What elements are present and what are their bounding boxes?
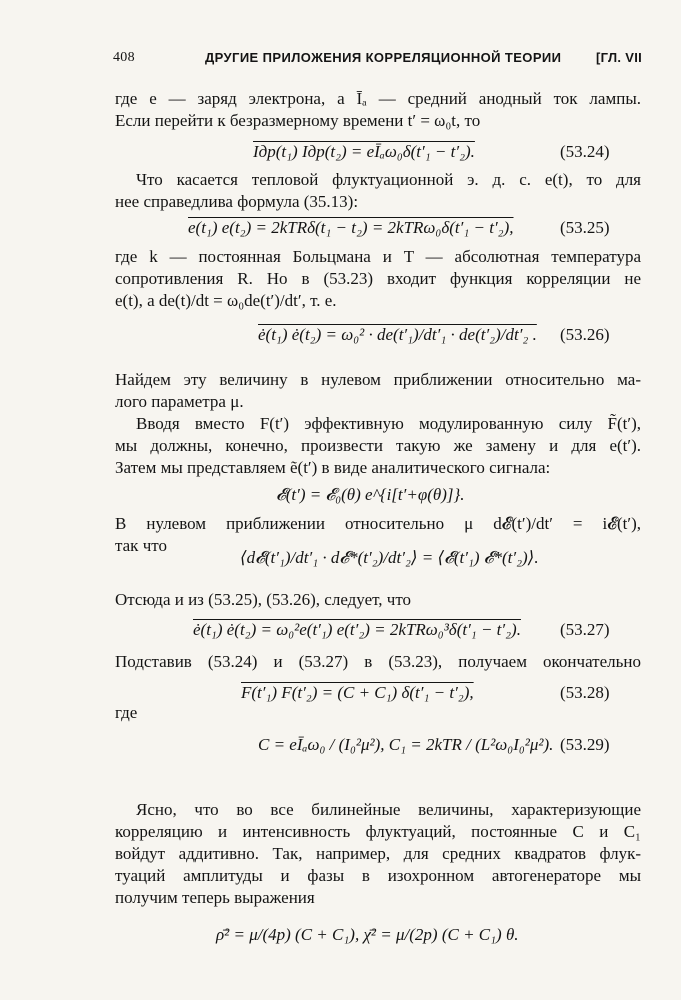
text-line: Ясно, что во все билинейные величины, характеризующие — [136, 800, 641, 819]
text-line: Вводя вместо F(t′) эффективную модулированную силу F̃(t′), — [136, 414, 641, 433]
text-line: войдут аддитивно. Так, например, для средних квадратов флук- — [115, 844, 641, 863]
equation-53-24: Iдр(t₁) Iдр(t₂) = eĪₐω₀δ(t′₁ − t′₂). — [253, 142, 475, 161]
equation-53-28: F(t′₁) F(t′₂) = (C + C₁) δ(t′₁ − t′₂), — [241, 683, 474, 702]
analytic-signal-equation: 𝓔(t′) = 𝓔₀(θ) e^{i[t′+φ(θ)]}. — [276, 485, 465, 504]
equation-number: (53.29) — [560, 735, 610, 754]
equation-number: (53.24) — [560, 142, 610, 161]
equation-53-26: ė(t₁) ė(t₂) = ω₀² · de(t′₁)/dt′₁ · de(t′₂)/dt′₂ . — [258, 325, 537, 344]
text-line: Отсюда и из (53.25), (53.26), следует, что — [115, 590, 412, 609]
equation-number: (53.28) — [560, 683, 610, 702]
equation-53-29: C = eĪₐω₀ / (I₀²μ²), C₁ = 2kTR / (L²ω₀I₀²μ²). — [258, 735, 554, 754]
equation-number: (53.25) — [560, 218, 610, 237]
text-line: Если перейти к безразмерному времени t′ = ω₀t, то — [115, 111, 481, 130]
text-line: сопротивления R. Но в (53.23) входит функция корреляции не — [115, 269, 641, 288]
equation-number: (53.26) — [560, 325, 610, 344]
text-line: e(t), а de(t)/dt = ω₀de(t′)/dt′, т. е. — [115, 291, 337, 310]
text-line: так что — [115, 536, 167, 555]
text-line: где k — постоянная Больцмана и T — абсолютная температура — [115, 247, 641, 266]
text-line: В нулевом приближении относительно μ d𝓔(t′)/dt′ = i𝓔(t′), — [115, 514, 642, 533]
text-line: туаций амплитуды и фазы в изохронном автогенераторе мы — [115, 866, 641, 885]
page-number: 408 — [113, 50, 135, 65]
equation-53-27: ė(t₁) ė(t₂) = ω₀²e(t′₁) e(t′₂) = 2kTRω₀³δ(t′₁ − t′₂). — [193, 620, 521, 639]
text-line: Подставив (53.24) и (53.27) в (53.23), получаем окончательно — [115, 652, 641, 671]
text-line: получим теперь выражения — [115, 888, 315, 907]
text-line: корреляцию и интенсивность флуктуаций, постоянные C и C₁ — [115, 822, 641, 841]
final-expressions: ρ̄² = μ/(4p) (C + C₁), χ̄² = μ/(2p) (C + C₁) θ. — [216, 925, 519, 944]
text-line: где e — заряд электрона, а Īₐ — средний анодный ток лампы. — [115, 89, 641, 108]
text-line: лого параметра μ. — [115, 392, 244, 411]
average-equation: ⟨d𝓔(t′₁)/dt′₁ · d𝓔*(t′₂)/dt′₂⟩ = ⟨𝓔(t′₁) 𝓔*(t′₂)⟩. — [240, 548, 539, 567]
text-line: где — [115, 703, 138, 722]
text-line: Найдем эту величину в нулевом приближении относительно ма- — [115, 370, 641, 389]
text-line: Затем мы представляем ẽ(t′) в виде аналитического сигнала: — [115, 458, 551, 477]
text-line: Что касается тепловой флуктуационной э. д. с. e(t), то для — [136, 170, 641, 189]
text-line: нее справедлива формула (35.13): — [115, 192, 359, 211]
equation-number: (53.27) — [560, 620, 610, 639]
equation-53-25: e(t₁) e(t₂) = 2kTRδ(t₁ − t₂) = 2kTRω₀δ(t′₁ − t′₂), — [188, 218, 514, 237]
text-line: мы должны, конечно, произвести такую же замену и для e(t′). — [115, 436, 641, 455]
running-title: ДРУГИЕ ПРИЛОЖЕНИЯ КОРРЕЛЯЦИОННОЙ ТЕОРИИ — [205, 50, 562, 65]
chapter-label: [ГЛ. VII — [596, 50, 643, 65]
